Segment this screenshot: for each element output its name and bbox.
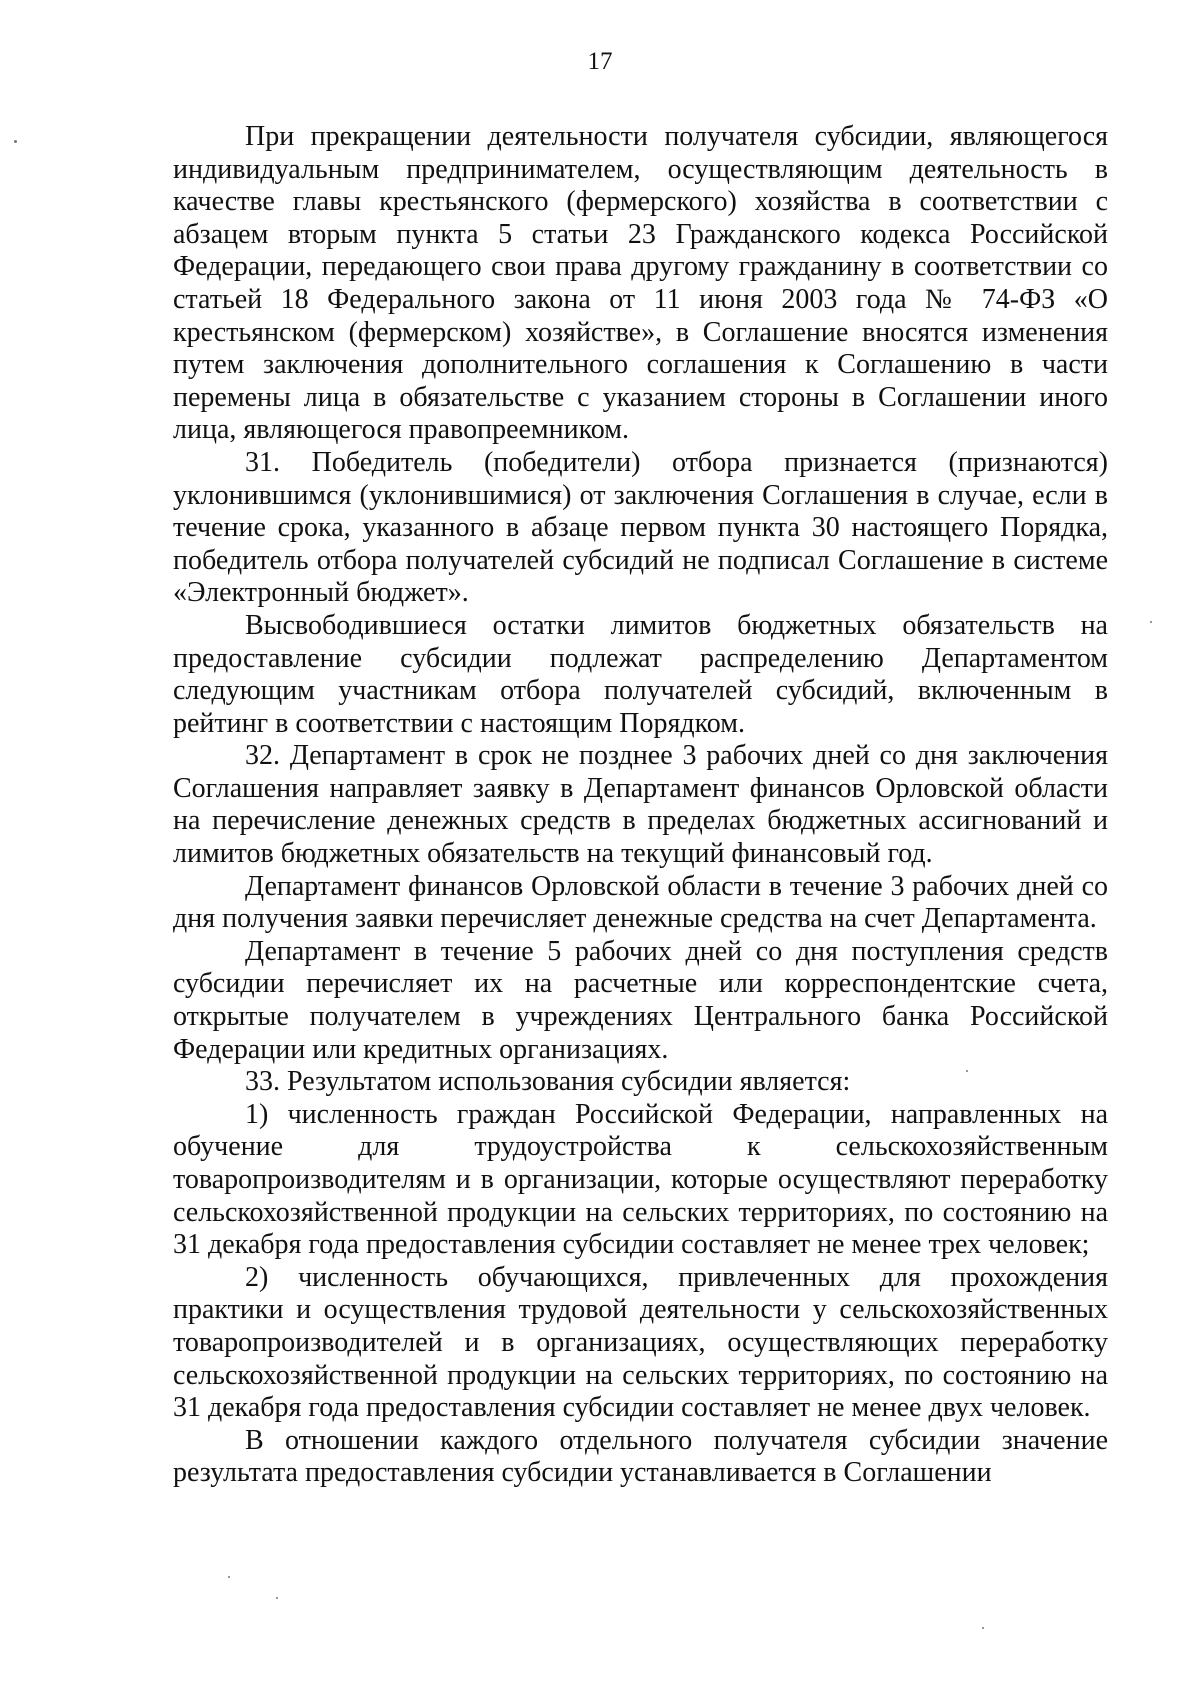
page-number: 17 xyxy=(587,48,613,75)
scan-speck xyxy=(966,1070,968,1072)
paragraph-released-limits: Высвободившиеся остатки лимитов бюджетных обязательств на предоставление субсидии подлежат распределению Департаментом следующим участникам отбора получателей субсидий, включенным в рейтинг в соответствии с настоящим Порядком. xyxy=(173,609,1108,739)
paragraph-item-33: 33. Результатом использования субсидии является: xyxy=(245,1066,851,1098)
paragraph-department-transfer: Департамент в течение 5 рабочих дней со дня поступления средств субсидии перечисляет их на расчетные или корреспондентские счета, открытые получателем в учреждениях Центрального банка Российской Федерации или кредитных организациях. xyxy=(173,935,1108,1065)
scan-speck xyxy=(228,1576,230,1578)
body-text xyxy=(173,121,1108,1490)
scan-speck xyxy=(982,1627,984,1629)
paragraph-termination-of-activity: При прекращении деятельности получателя субсидии, являющегося индивидуальным предпринимателем, осуществляющим деятельность в качестве главы крестьянского (фермерского) хозяйства в соответствии с абзацем вторым пункта 5 статьи 23 Гражданского кодекса Российской Федерации, передающего свои права другому гражданину в соответствии со статьей 18 Федерального закона от 11 июня 2003 года № 74-ФЗ «О крестьянском (фермерском) хозяйстве», в Соглашение вносятся изменения путем заключения дополнительного соглашения к Соглашению в части перемены лица в обязательстве с указанием стороны в Соглашении иного лица, являющегося правопреемником. xyxy=(173,121,1108,446)
paragraph-result-2: 2) численность обучающихся, привлеченных для прохождения практики и осуществления трудовой деятельности у сельскохозяйственных товаропроизводителей и в организациях, осуществляющих переработку сельскохозяйственной продукции на сельских территориях, по состоянию на 31 декабря года предоставления субсидии составляет не менее двух человек. xyxy=(173,1261,1108,1424)
paragraph-result-value: В отношении каждого отдельного получателя субсидии значение результата предоставления субсидии устанавливается в Соглашении xyxy=(173,1424,1108,1489)
scan-speck xyxy=(14,140,17,143)
paragraph-result-1: 1) численность граждан Российской Федерации, направленных на обучение для трудоустройства к сельскохозяйственным товаропроизводителям и в организации, которые осуществляют переработку сельскохозяйственной продукции на сельских территориях, по состоянию на 31 декабря года предоставления субсидии составляет не менее трех человек; xyxy=(173,1098,1108,1261)
scan-speck xyxy=(1150,621,1152,623)
paragraph-item-32: 32. Департамент в срок не позднее 3 рабочих дней со дня заключения Соглашения направляет заявку в Департамент финансов Орловской области на перечисление денежных средств в пределах бюджетных ассигнований и лимитов бюджетных обязательств на текущий финансовый год. xyxy=(173,740,1108,870)
scan-speck xyxy=(276,1597,278,1599)
paragraph-item-31: 31. Победитель (победители) отбора признается (признаются) уклонившимся (уклонившимися) от заключения Соглашения в случае, если в течение срока, указанного в абзаце первом пункта 30 настоящего Порядка, победитель отбора получателей субсидий не подписал Соглашение в системе «Электронный бюджет». xyxy=(173,446,1108,609)
paragraph-finance-department-transfer: Департамент финансов Орловской области в течение 3 рабочих дней со дня получения заявки перечисляет денежные средства на счет Департамента. xyxy=(173,870,1108,935)
